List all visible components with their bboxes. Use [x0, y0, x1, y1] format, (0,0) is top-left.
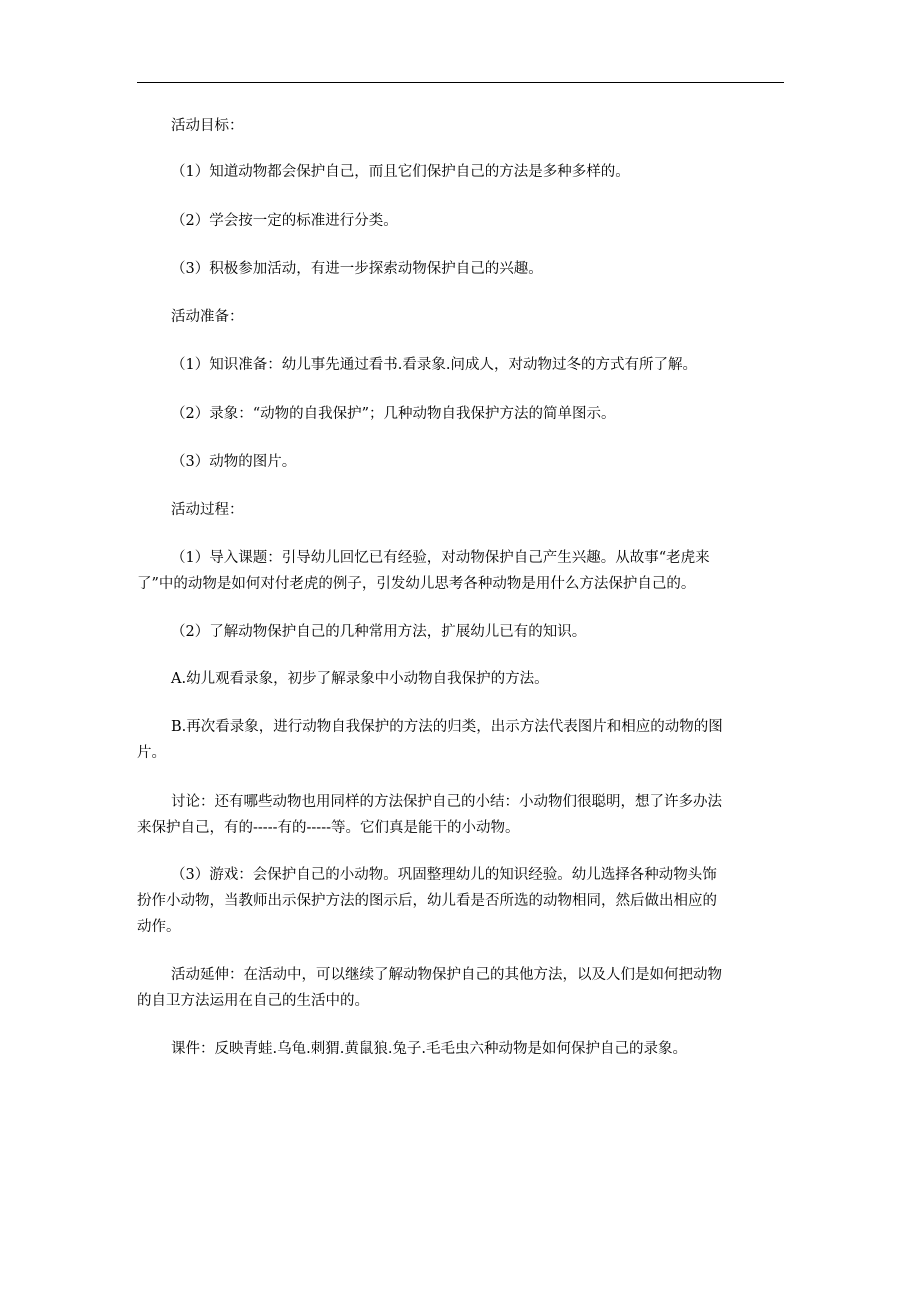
discussion-line2: 来保护自己，有的-----有的-----等。它们真是能干的小动物。	[137, 820, 520, 836]
prep-item-2: （2）录象：“动物的自我保护”；几种动物自我保护方法的简单图示。	[171, 406, 616, 422]
process-step3-line3: 动作。	[137, 919, 181, 935]
process-step2: （2）了解动物保护自己的几种常用方法，扩展幼儿已有的知识。	[171, 624, 587, 640]
courseware: 课件：反映青蛙.乌龟.刺猬.黄鼠狼.兔子.毛毛虫六种动物是如何保护自己的录象。	[171, 1041, 688, 1057]
process-heading: 活动过程：	[171, 502, 244, 518]
process-step2b-line1: B.再次看录象，进行动物自我保护的方法的归类，出示方法代表图片和相应的动物的图	[171, 719, 723, 735]
discussion-line1: 讨论：还有哪些动物也用同样的方法保护自己的小结：小动物们很聪明，想了许多办法	[171, 794, 722, 810]
extension-line1: 活动延伸：在活动中，可以继续了解动物保护自己的其他方法，以及人们是如何把动物	[171, 967, 722, 983]
prep-item-1: （1）知识准备：幼儿事先通过看书.看录象.问成人，对动物过冬的方式有所了解。	[171, 357, 697, 373]
extension-line2: 的自卫方法运用在自己的生活中的。	[137, 993, 369, 1009]
process-step1-line2: 了”中的动物是如何对付老虎的例子，引发幼儿思考各种动物是用什么方法保护自己的。	[137, 576, 696, 592]
prep-heading: 活动准备：	[171, 309, 244, 325]
process-step2a: A.幼儿观看录象，初步了解录象中小动物自我保护的方法。	[171, 671, 549, 687]
goal-item-1: （1）知道动物都会保护自己，而且它们保护自己的方法是多种多样的。	[171, 164, 630, 180]
goal-item-2: （2）学会按一定的标准进行分类。	[171, 213, 398, 229]
process-step3-line1: （3）游戏：会保护自己的小动物。巩固整理幼儿的知识经验。幼儿选择各种动物头饰	[171, 867, 717, 883]
process-step1-line1: （1）导入课题：引导幼儿回忆已有经验，对动物保护自己产生兴趣。从故事“老虎来	[171, 550, 710, 566]
goals-heading: 活动目标：	[171, 118, 244, 134]
process-step3-line2: 扮作小动物，当教师出示保护方法的图示后，幼儿看是否所选的动物相同，然后做出相应的	[137, 893, 717, 909]
goal-item-3: （3）积极参加活动，有进一步探索动物保护自己的兴趣。	[171, 261, 543, 277]
prep-item-3: （3）动物的图片。	[171, 454, 297, 470]
process-step2b-line2: 片。	[137, 745, 166, 761]
header-rule	[137, 82, 784, 83]
